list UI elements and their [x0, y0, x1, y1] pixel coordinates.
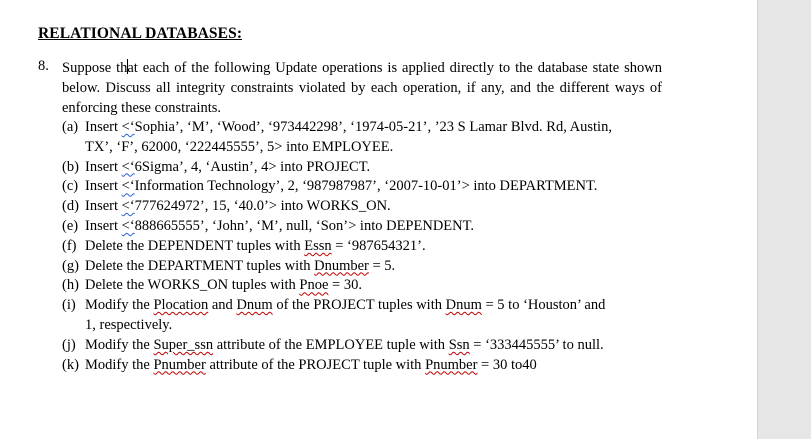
spelling-flag: Pnumber: [425, 356, 478, 373]
item-text: and: [208, 297, 237, 314]
item-text: Delete the DEPENDENT tuples with: [85, 237, 305, 254]
item-label: (b): [62, 158, 79, 175]
question-number: 8.: [38, 58, 49, 74]
item-text: attribute of the EMPLOYEE tuple with: [213, 336, 449, 353]
list-item-g: [62, 257, 662, 277]
item-label: (c): [62, 178, 79, 195]
item-text: = ‘333445555’ to null.: [469, 336, 604, 353]
spelling-flag: Ssn: [448, 336, 470, 353]
item-text: = 30.: [328, 277, 362, 294]
list-item-i: [62, 296, 662, 336]
item-text: 777624972’, 15, ‘40.0’> into WORKS_ON.: [134, 198, 391, 215]
spelling-flag: Pnumber: [153, 356, 206, 373]
list-item-b: [62, 158, 662, 178]
item-text: = ‘987654321’.: [331, 237, 426, 254]
spelling-flag: Pnoe: [299, 277, 329, 294]
item-text: Modify the: [85, 336, 154, 353]
item-label: (a): [62, 119, 79, 135]
item-text: of the PROJECT tuples with: [272, 297, 446, 314]
spelling-flag: Super_ssn: [153, 336, 214, 353]
item-text: attribute of the PROJECT tuple with: [205, 356, 426, 373]
item-label: (i): [62, 297, 76, 314]
grammar-flag: <‘: [121, 158, 135, 175]
item-text: Delete the DEPARTMENT tuples with: [85, 257, 315, 274]
list-item-d: [62, 197, 662, 217]
grammar-flag: <‘: [121, 178, 135, 195]
item-label: (f): [62, 237, 77, 254]
item-text: Insert: [85, 119, 122, 135]
list-item-f: [62, 237, 662, 257]
question-line1-b: at each of the following Update operations is applied directly to the database state: [127, 60, 620, 76]
item-label: (d): [62, 198, 79, 215]
list-item-c: [62, 177, 662, 197]
item-label: (g): [62, 257, 79, 274]
item-label: (j): [62, 336, 76, 353]
question-line1-a: Suppose th: [62, 60, 128, 76]
item-text: Modify the: [85, 297, 154, 314]
item-text: Information Technology’, 2, ‘987987987’, ‘2007-10-01’> into DEPARTMENT.: [134, 178, 598, 195]
editor-background: [757, 0, 811, 439]
question-line2: shown below. Discuss all integrity constraints violated by each operation, if any, and the: [62, 60, 663, 96]
item-text: = 5.: [368, 257, 396, 274]
section-heading: RELATIONAL DATABASES:: [38, 25, 243, 42]
item-text: Insert: [85, 217, 122, 234]
list-item-h: [62, 276, 662, 296]
item-text: Insert: [85, 198, 122, 215]
spelling-flag: Dnum: [236, 297, 273, 314]
item-continuation: 1, respectively.: [85, 316, 173, 333]
list-item-j: [62, 336, 662, 356]
list-item-e: [62, 217, 662, 237]
item-text: 6Sigma’, 4, ‘Austin’, 4> into PROJECT.: [134, 158, 371, 175]
spelling-flag: Dnum: [445, 297, 482, 314]
list-item-k: [62, 356, 662, 376]
item-label: (k): [62, 356, 79, 373]
question-line3: different ways of enforcing these constraints.: [62, 80, 663, 116]
item-text: Delete the WORKS_ON tuples with: [85, 277, 300, 294]
grammar-flag: <‘: [121, 217, 135, 234]
operation-list: [62, 118, 662, 375]
item-label: (e): [62, 217, 79, 234]
item-text: Sophia’, ‘M’, ‘Wood’, ‘973442298’, ‘1974-05-21’, ’23 S Lamar Blvd. Rd, Austin,: [134, 119, 612, 135]
list-item-a: [62, 118, 662, 158]
grammar-flag: <‘: [121, 119, 135, 135]
item-text: Insert: [85, 178, 122, 195]
spelling-flag: Dnumber: [314, 257, 369, 274]
spelling-flag: Plocation: [153, 297, 209, 314]
item-label: (h): [62, 277, 79, 294]
item-text: 888665555’, ‘John’, ‘M’, null, ‘Son’> into DEPENDENT.: [134, 217, 475, 234]
question-text: [62, 58, 662, 118]
item-text: = 5 to ‘Houston’ and: [481, 297, 606, 314]
item-text: Insert: [85, 158, 122, 175]
item-text: Modify the: [85, 356, 154, 373]
spelling-flag: Essn: [304, 237, 332, 254]
item-text: = 30 to40: [477, 356, 537, 373]
item-continuation: TX’, ‘F’, 62000, ‘222445555’, 5> into EMPLOYEE.: [85, 138, 394, 155]
grammar-flag: <‘: [121, 198, 135, 215]
